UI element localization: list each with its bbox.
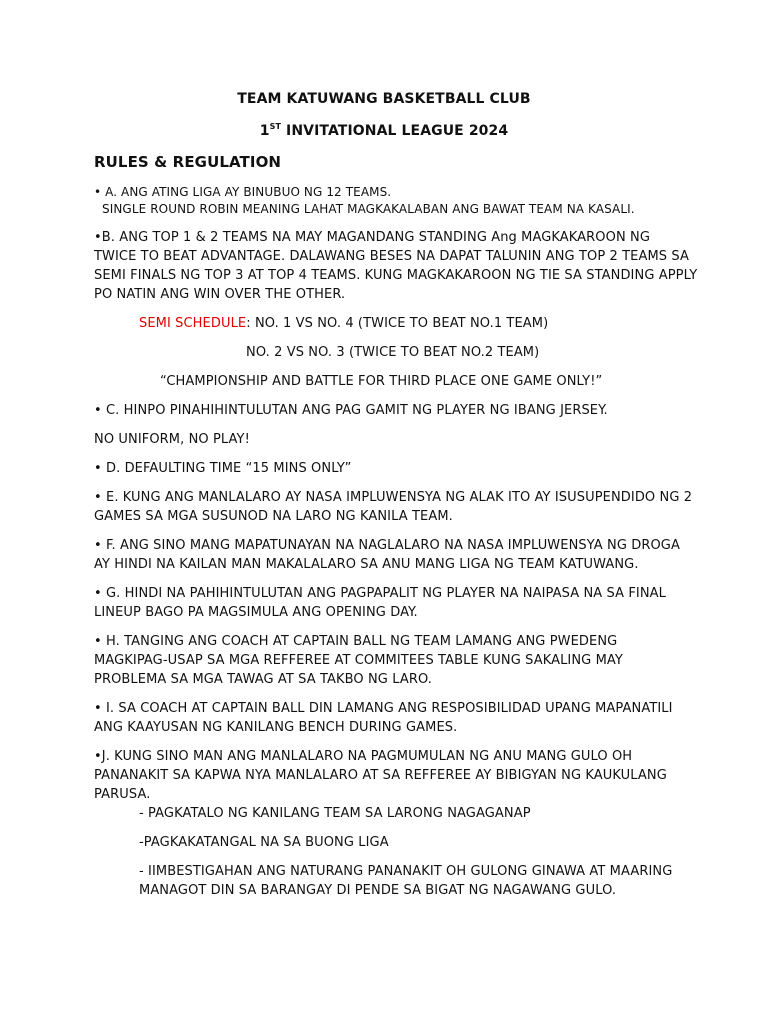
rule-f-line-1: • F. ANG SINO MANG MAPATUNAYAN NA NAGLALARO NA NASA IMPLUWENSYA NG DROGA bbox=[94, 538, 680, 553]
rule-a-line-1: • A. ANG ATING LIGA AY BINUBUO NG 12 TEAMS. bbox=[94, 185, 392, 199]
penalty-3-line-1: - IIMBESTIGAHAN ANG NATURANG PANANAKIT OH GULONG GINAWA AT MAARING bbox=[139, 864, 673, 879]
rule-b-line-4: PO NATIN ANG WIN OVER THE OTHER. bbox=[94, 287, 346, 302]
rule-h-line-3: PROBLEMA SA MGA TAWAG AT SA TAKBO NG LARO. bbox=[94, 672, 432, 687]
rule-h-line-1: • H. TANGING ANG COACH AT CAPTAIN BALL NG TEAM LAMANG ANG PWEDENG bbox=[94, 634, 618, 649]
rule-i-line-1: • I. SA COACH AT CAPTAIN BALL DIN LAMANG ANG RESPOSIBILIDAD UPANG MAPANATILI bbox=[94, 701, 673, 716]
championship-note: “CHAMPIONSHIP AND BATTLE FOR THIRD PLACE ONE GAME ONLY!” bbox=[160, 374, 603, 389]
rule-f-line-2: AY HINDI NA KAILAN MAN MAKALALARO SA ANU MANG LIGA NG TEAM KATUWANG. bbox=[94, 557, 639, 572]
rule-c-line-2: NO UNIFORM, NO PLAY! bbox=[94, 432, 250, 447]
league-number: 1 bbox=[259, 123, 270, 139]
rule-j-line-2: PANANAKIT SA KAPWA NYA MANLALARO AT SA REFFEREE AY BIBIGYAN NG KAUKULANG bbox=[94, 768, 667, 783]
rule-b-line-2: TWICE TO BEAT ADVANTAGE. DALAWANG BESES NA DAPAT TALUNIN ANG TOP 2 TEAMS SA bbox=[94, 249, 689, 264]
rule-j-line-1: •J. KUNG SINO MAN ANG MANLALARO NA PAGMUMULAN NG ANU MANG GULO OH bbox=[94, 749, 633, 764]
league-name: INVITATIONAL LEAGUE 2024 bbox=[281, 123, 509, 139]
semi-schedule-line-1 bbox=[139, 314, 548, 334]
rule-i-line-2: ANG KAAYUSAN NG KANILANG BENCH DURING GAMES. bbox=[94, 720, 458, 735]
penalty-2: -PAGKAKATANGAL NA SA BUONG LIGA bbox=[139, 835, 389, 850]
rule-e-line-2: GAMES SA MGA SUSUNOD NA LARO NG KANILA TEAM. bbox=[94, 509, 453, 524]
rule-c-line-1: • C. HINPO PINAHIHINTULUTAN ANG PAG GAMIT NG PLAYER NG IBANG JERSEY. bbox=[94, 403, 608, 418]
rule-a-line-2: SINGLE ROUND ROBIN MEANING LAHAT MAGKAKALABAN ANG BAWAT TEAM NA KASALI. bbox=[102, 202, 635, 216]
semi-schedule-match-2: NO. 2 VS NO. 3 (TWICE TO BEAT NO.2 TEAM) bbox=[246, 345, 540, 360]
rule-b-line-3: SEMI FINALS NG TOP 3 AT TOP 4 TEAMS. KUNG MAGKAKAROON NG TIE SA STANDING APPLY bbox=[94, 268, 698, 283]
penalty-3-line-2: MANAGOT DIN SA BARANGAY DI PENDE SA BIGAT NG NAGAWANG GULO. bbox=[139, 883, 617, 898]
rule-h-line-2: MAGKIPAG-USAP SA MGA REFFEREE AT COMMITEES TABLE KUNG SAKALING MAY bbox=[94, 653, 623, 668]
league-title bbox=[0, 121, 768, 141]
rule-d-line-1: • D. DEFAULTING TIME “15 MINS ONLY” bbox=[94, 461, 352, 476]
rule-j-line-3: PARUSA. bbox=[94, 787, 151, 802]
semi-schedule-match-1: : NO. 1 VS NO. 4 (TWICE TO BEAT NO.1 TEAM) bbox=[246, 316, 549, 331]
rule-g-line-1: • G. HINDI NA PAHIHINTULUTAN ANG PAGPAPALIT NG PLAYER NA NAIPASA NA SA FINAL bbox=[94, 586, 666, 601]
semi-schedule-label: SEMI SCHEDULE bbox=[139, 316, 247, 331]
league-ordinal: ST bbox=[269, 122, 282, 131]
rule-b-line-1: •B. ANG TOP 1 & 2 TEAMS NA MAY MAGANDANG STANDING Ang MAGKAKAROON NG bbox=[94, 230, 651, 245]
section-title: RULES & REGULATION bbox=[94, 153, 282, 171]
rule-g-line-2: LINEUP BAGO PA MAGSIMULA ANG OPENING DAY. bbox=[94, 605, 418, 620]
penalty-1: - PAGKATALO NG KANILANG TEAM SA LARONG NAGAGANAP bbox=[139, 806, 531, 821]
club-title: TEAM KATUWANG BASKETBALL CLUB bbox=[237, 91, 531, 107]
rule-e-line-1: • E. KUNG ANG MANLALARO AY NASA IMPLUWENSYA NG ALAK ITO AY ISUSUPENDIDO NG 2 bbox=[94, 490, 693, 505]
